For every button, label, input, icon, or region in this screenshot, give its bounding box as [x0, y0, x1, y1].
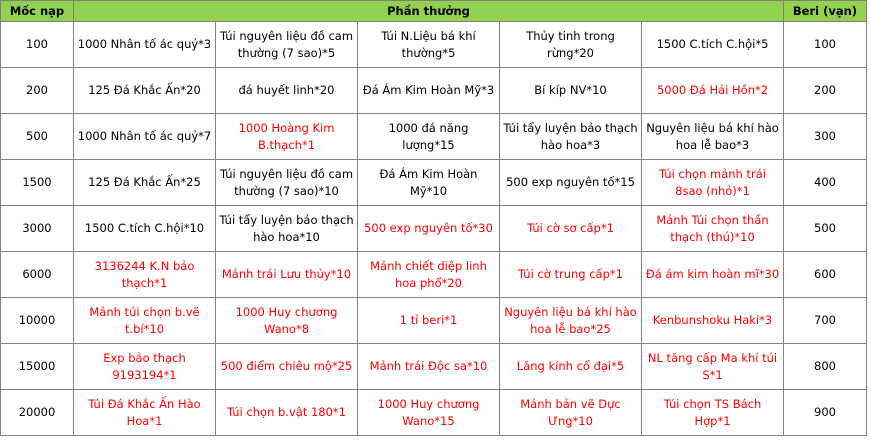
reward-cell[interactable]: Túi N.Liệu bá khí thường*5 [358, 22, 500, 68]
reward-cell[interactable]: 1000 Nhân tố ác quỷ*3 [74, 22, 216, 68]
moc-nap-cell[interactable]: 100 [1, 22, 74, 68]
reward-cell[interactable]: Túi cờ sơ cấp*1 [500, 206, 642, 252]
reward-cell[interactable]: Túi nguyên liệu đồ cam thường (7 sao)*10 [216, 160, 358, 206]
reward-cell[interactable]: Mảnh bản vẽ Dực Ưng*10 [500, 390, 642, 436]
reward-cell[interactable]: Túi Đá Khắc Ấn Hào Hoa*1 [74, 390, 216, 436]
reward-cell[interactable]: Nguyên liệu bá khí hào hoa lễ bao*25 [500, 298, 642, 344]
reward-cell[interactable]: 1000 Huy chương Wano*15 [358, 390, 500, 436]
reward-cell[interactable]: Mảnh chiết diệp linh hoa phổ*20 [358, 252, 500, 298]
table-row [1, 206, 867, 252]
beri-cell[interactable]: 100 [784, 22, 867, 68]
reward-cell[interactable]: Thủy tinh trong rừng*20 [500, 22, 642, 68]
reward-cell[interactable]: Mảnh trái Lưu thủy*10 [216, 252, 358, 298]
reward-cell[interactable]: đá huyết linh*20 [216, 68, 358, 114]
reward-cell[interactable]: Túi chọn mảnh trái 8sao (nhỏ)*1 [642, 160, 784, 206]
reward-cell[interactable]: Kenbunshoku Haki*3 [642, 298, 784, 344]
reward-cell[interactable]: Nguyên liệu bá khí hào hoa lễ bao*3 [642, 114, 784, 160]
table-row [1, 298, 867, 344]
reward-cell[interactable]: 1500 C.tích C.hội*10 [74, 206, 216, 252]
reward-cell[interactable]: Đá ám kim hoàn mĩ*30 [642, 252, 784, 298]
reward-cell[interactable]: 500 exp nguyên tố*15 [500, 160, 642, 206]
reward-cell[interactable]: 1500 C.tích C.hội*5 [642, 22, 784, 68]
reward-cell[interactable]: Túi chọn TS Bách Hợp*1 [642, 390, 784, 436]
beri-cell[interactable]: 800 [784, 344, 867, 390]
table-row [1, 252, 867, 298]
reward-cell[interactable]: Mảnh túi chọn b.vẽ t.bí*10 [74, 298, 216, 344]
reward-cell[interactable]: 1000 Hoàng Kim B.thạch*1 [216, 114, 358, 160]
reward-cell[interactable]: 500 exp nguyên tố*30 [358, 206, 500, 252]
table-row [1, 344, 867, 390]
table-row [1, 160, 867, 206]
reward-cell[interactable]: 125 Đá Khắc Ấn*20 [74, 68, 216, 114]
reward-cell[interactable]: 1000 Nhân tố ác quỷ*7 [74, 114, 216, 160]
beri-cell[interactable]: 500 [784, 206, 867, 252]
reward-cell[interactable]: Túi tẩy luyện bảo thạch hào hoa*10 [216, 206, 358, 252]
beri-cell[interactable]: 600 [784, 252, 867, 298]
reward-cell[interactable]: 500 điểm chiêu mộ*25 [216, 344, 358, 390]
header-row [1, 1, 867, 22]
header-phan-thuong[interactable]: Phần thưởng [74, 1, 784, 22]
reward-cell[interactable]: NL tăng cấp Ma khí túi S*1 [642, 344, 784, 390]
reward-cell[interactable]: Bí kíp NV*10 [500, 68, 642, 114]
header-beri[interactable]: Beri (vạn) [784, 1, 867, 22]
reward-cell[interactable]: Lăng kính cổ đại*5 [500, 344, 642, 390]
table-row [1, 68, 867, 114]
table-row [1, 22, 867, 68]
moc-nap-cell[interactable]: 200 [1, 68, 74, 114]
reward-cell[interactable]: Đá Ám Kim Hoàn Mỹ*3 [358, 68, 500, 114]
reward-cell[interactable]: Túi nguyên liệu đồ cam thường (7 sao)*5 [216, 22, 358, 68]
reward-cell[interactable]: Túi tẩy luyện bảo thạch hào hoa*3 [500, 114, 642, 160]
reward-cell[interactable]: Mảnh Túi chọn thần thạch (thú)*10 [642, 206, 784, 252]
beri-cell[interactable]: 700 [784, 298, 867, 344]
reward-cell[interactable]: Túi cờ trung cấp*1 [500, 252, 642, 298]
moc-nap-cell[interactable]: 15000 [1, 344, 74, 390]
reward-cell[interactable]: 3136244 K.N bảo thạch*1 [74, 252, 216, 298]
reward-cell[interactable]: 5000 Đá Hải Hồn*2 [642, 68, 784, 114]
table-row [1, 390, 867, 436]
reward-cell[interactable]: Túi chọn b.vật 180*1 [216, 390, 358, 436]
reward-cell[interactable]: Exp bảo thạch 9193194*1 [74, 344, 216, 390]
moc-nap-cell[interactable]: 6000 [1, 252, 74, 298]
beri-cell[interactable]: 400 [784, 160, 867, 206]
reward-cell[interactable]: Đá Ám Kim Hoàn Mỹ*10 [358, 160, 500, 206]
reward-cell[interactable]: 1 tỉ beri*1 [358, 298, 500, 344]
header-moc-nap[interactable]: Mốc nạp [1, 1, 74, 22]
moc-nap-cell[interactable]: 10000 [1, 298, 74, 344]
beri-cell[interactable]: 900 [784, 390, 867, 436]
beri-cell[interactable]: 300 [784, 114, 867, 160]
moc-nap-cell[interactable]: 500 [1, 114, 74, 160]
moc-nap-cell[interactable]: 20000 [1, 390, 74, 436]
table-body [1, 22, 867, 436]
table-row [1, 114, 867, 160]
reward-cell[interactable]: 1000 đá năng lượng*15 [358, 114, 500, 160]
reward-cell[interactable]: Mảnh trái Độc sa*10 [358, 344, 500, 390]
reward-cell[interactable]: 125 Đá Khắc Ấn*25 [74, 160, 216, 206]
moc-nap-cell[interactable]: 1500 [1, 160, 74, 206]
moc-nap-cell[interactable]: 3000 [1, 206, 74, 252]
beri-cell[interactable]: 200 [784, 68, 867, 114]
reward-cell[interactable]: 1000 Huy chương Wano*8 [216, 298, 358, 344]
